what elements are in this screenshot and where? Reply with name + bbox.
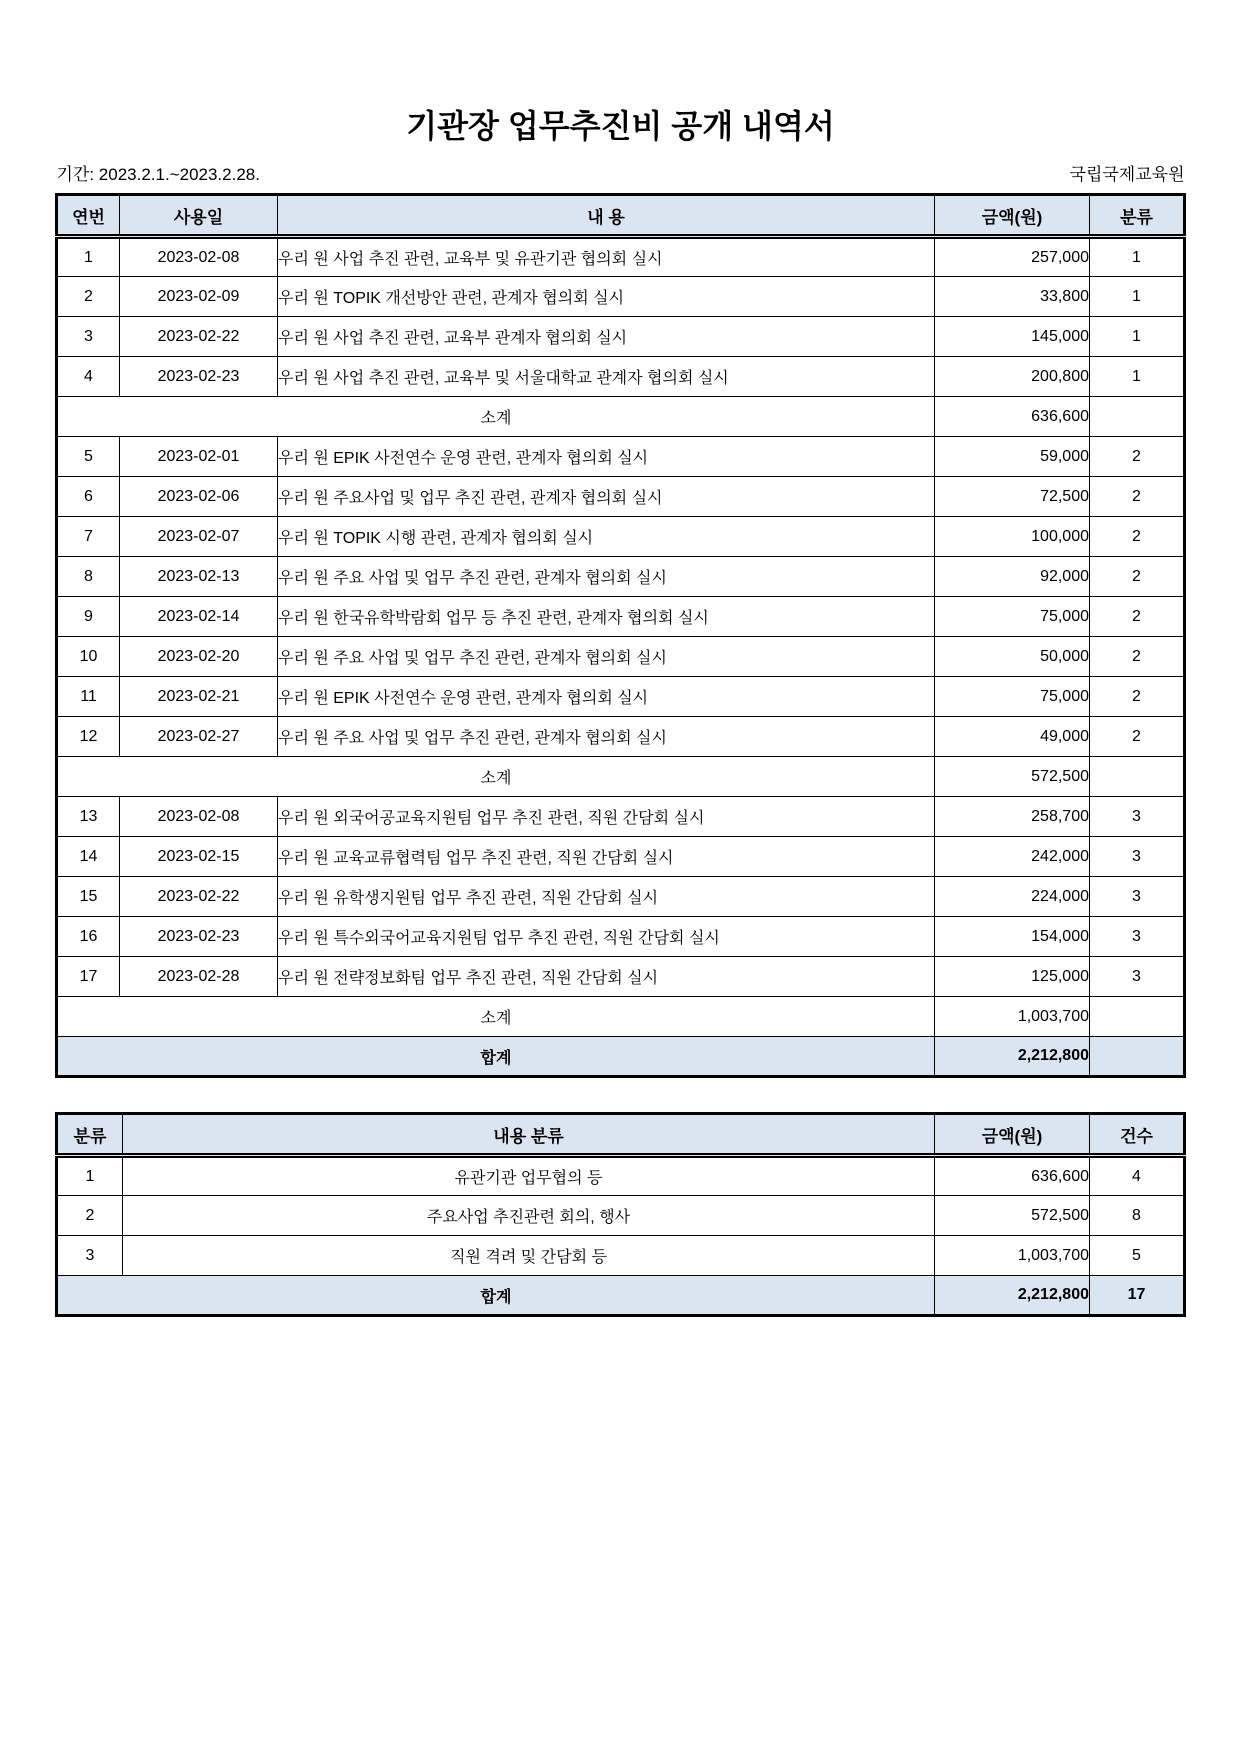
page-title: 기관장 업무추진비 공개 내역서 [406, 108, 835, 144]
row-label: 합계 [57, 1037, 935, 1077]
row-category: 1 [1090, 317, 1185, 357]
row-label: 합계 [57, 1276, 935, 1316]
row-category: 3 [1090, 877, 1185, 917]
row-date: 2023-02-23 [120, 357, 278, 397]
row-no: 7 [57, 517, 120, 557]
row-desc: 우리 원 TOPIK 시행 관련, 관계자 협의회 실시 [278, 517, 935, 557]
row-date: 2023-02-21 [120, 677, 278, 717]
row-amount: 2,212,800 [935, 1276, 1090, 1316]
table-row [57, 797, 1185, 837]
table-row [57, 557, 1185, 597]
row-date: 2023-02-08 [120, 797, 278, 837]
row-no: 10 [57, 637, 120, 677]
summary-table-body [57, 1156, 1185, 1316]
table-row [57, 1156, 1185, 1196]
row-category-desc: 주요사업 추진관련 회의, 행사 [123, 1196, 935, 1236]
row-desc: 우리 원 TOPIK 개선방안 관련, 관계자 협의회 실시 [278, 277, 935, 317]
row-desc: 우리 원 EPIK 사전연수 운영 관련, 관계자 협의회 실시 [278, 677, 935, 717]
row-no: 13 [57, 797, 120, 837]
row-no: 5 [57, 437, 120, 477]
table-row [57, 717, 1185, 757]
row-date: 2023-02-08 [120, 237, 278, 277]
row-category-no: 1 [57, 1156, 123, 1196]
row-desc: 우리 원 EPIK 사전연수 운영 관련, 관계자 협의회 실시 [278, 437, 935, 477]
row-no: 1 [57, 237, 120, 277]
row-category: 2 [1090, 557, 1185, 597]
row-category-no: 3 [57, 1236, 123, 1276]
summary-table-header-row [57, 1114, 1185, 1156]
row-desc: 우리 원 주요 사업 및 업무 추진 관련, 관계자 협의회 실시 [278, 717, 935, 757]
row-category: 2 [1090, 517, 1185, 557]
row-desc: 우리 원 주요 사업 및 업무 추진 관련, 관계자 협의회 실시 [278, 637, 935, 677]
row-amount: 145,000 [935, 317, 1090, 357]
total-row [57, 1276, 1185, 1316]
row-amount: 1,003,700 [935, 1236, 1090, 1276]
row-category: 1 [1090, 237, 1185, 277]
organization-label: 국립국제교육원 [1069, 165, 1185, 184]
row-date: 2023-02-20 [120, 637, 278, 677]
row-amount: 572,500 [935, 1196, 1090, 1236]
column-header: 금액(원) [935, 195, 1090, 237]
expense-table [55, 193, 1186, 1078]
row-no: 3 [57, 317, 120, 357]
row-date: 2023-02-22 [120, 877, 278, 917]
row-no: 2 [57, 277, 120, 317]
table-row [57, 237, 1185, 277]
row-count: 17 [1090, 1276, 1185, 1316]
row-desc: 우리 원 교육교류협력팀 업무 추진 관련, 직원 간담회 실시 [278, 837, 935, 877]
row-date: 2023-02-09 [120, 277, 278, 317]
row-no: 8 [57, 557, 120, 597]
expense-table-header-row [57, 195, 1185, 237]
table-row [57, 477, 1185, 517]
row-date: 2023-02-28 [120, 957, 278, 997]
row-amount: 92,000 [935, 557, 1090, 597]
table-spacer [0, 1078, 1241, 1112]
table-row [57, 677, 1185, 717]
row-category-desc: 유관기관 업무협의 등 [123, 1156, 935, 1196]
row-no: 11 [57, 677, 120, 717]
table-row [57, 877, 1185, 917]
row-no: 12 [57, 717, 120, 757]
row-category: 1 [1090, 277, 1185, 317]
row-desc: 우리 원 주요 사업 및 업무 추진 관련, 관계자 협의회 실시 [278, 557, 935, 597]
column-header: 내 용 [278, 195, 935, 237]
row-category: 2 [1090, 437, 1185, 477]
subtotal-row [57, 997, 1185, 1037]
row-date: 2023-02-01 [120, 437, 278, 477]
row-category-desc: 직원 격려 및 간담회 등 [123, 1236, 935, 1276]
table-row [57, 917, 1185, 957]
row-desc: 우리 원 전략정보화팀 업무 추진 관련, 직원 간담회 실시 [278, 957, 935, 997]
row-date: 2023-02-23 [120, 917, 278, 957]
column-header: 사용일 [120, 195, 278, 237]
row-category-no: 2 [57, 1196, 123, 1236]
table-row [57, 1236, 1185, 1276]
row-amount: 636,600 [935, 397, 1090, 437]
row-category: 2 [1090, 597, 1185, 637]
row-date: 2023-02-07 [120, 517, 278, 557]
row-date: 2023-02-27 [120, 717, 278, 757]
row-label: 소계 [57, 997, 935, 1037]
row-amount: 75,000 [935, 597, 1090, 637]
row-amount: 242,000 [935, 837, 1090, 877]
row-amount: 2,212,800 [935, 1037, 1090, 1077]
expense-table-body [57, 237, 1185, 1077]
table-row [57, 1196, 1185, 1236]
column-header: 내용 분류 [123, 1114, 935, 1156]
row-amount: 224,000 [935, 877, 1090, 917]
row-amount: 33,800 [935, 277, 1090, 317]
row-amount: 154,000 [935, 917, 1090, 957]
row-desc: 우리 원 주요사업 및 업무 추진 관련, 관계자 협의회 실시 [278, 477, 935, 517]
row-category: 1 [1090, 357, 1185, 397]
row-category: 3 [1090, 837, 1185, 877]
row-category: 3 [1090, 957, 1185, 997]
row-amount: 50,000 [935, 637, 1090, 677]
row-amount: 125,000 [935, 957, 1090, 997]
row-desc: 우리 원 사업 추진 관련, 교육부 및 유관기관 협의회 실시 [278, 237, 935, 277]
meta-row [57, 160, 1185, 185]
row-amount: 200,800 [935, 357, 1090, 397]
row-count: 5 [1090, 1236, 1185, 1276]
row-no: 14 [57, 837, 120, 877]
row-count: 4 [1090, 1156, 1185, 1196]
row-no: 9 [57, 597, 120, 637]
row-desc: 우리 원 사업 추진 관련, 교육부 관계자 협의회 실시 [278, 317, 935, 357]
table-row [57, 957, 1185, 997]
row-desc: 우리 원 한국유학박람회 업무 등 추진 관련, 관계자 협의회 실시 [278, 597, 935, 637]
table-row [57, 277, 1185, 317]
row-label: 소계 [57, 757, 935, 797]
row-desc: 우리 원 사업 추진 관련, 교육부 및 서울대학교 관계자 협의회 실시 [278, 357, 935, 397]
row-amount: 636,600 [935, 1156, 1090, 1196]
table-row [57, 357, 1185, 397]
table-row [57, 637, 1185, 677]
row-category [1090, 757, 1185, 797]
row-category: 2 [1090, 637, 1185, 677]
subtotal-row [57, 757, 1185, 797]
row-category: 3 [1090, 797, 1185, 837]
row-date: 2023-02-14 [120, 597, 278, 637]
row-category: 2 [1090, 717, 1185, 757]
row-category [1090, 397, 1185, 437]
row-category: 2 [1090, 677, 1185, 717]
row-desc: 우리 원 외국어공교육지원팀 업무 추진 관련, 직원 간담회 실시 [278, 797, 935, 837]
row-amount: 72,500 [935, 477, 1090, 517]
row-count: 8 [1090, 1196, 1185, 1236]
row-desc: 우리 원 유학생지원팀 업무 추진 관련, 직원 간담회 실시 [278, 877, 935, 917]
row-category: 3 [1090, 917, 1185, 957]
row-amount: 100,000 [935, 517, 1090, 557]
table-row [57, 437, 1185, 477]
column-header: 분류 [1090, 195, 1185, 237]
subtotal-row [57, 397, 1185, 437]
row-no: 4 [57, 357, 120, 397]
row-date: 2023-02-13 [120, 557, 278, 597]
row-amount: 59,000 [935, 437, 1090, 477]
row-amount: 1,003,700 [935, 997, 1090, 1037]
row-category [1090, 1037, 1185, 1077]
row-amount: 258,700 [935, 797, 1090, 837]
row-amount: 572,500 [935, 757, 1090, 797]
column-header: 금액(원) [935, 1114, 1090, 1156]
row-desc: 우리 원 특수외국어교육지원팀 업무 추진 관련, 직원 간담회 실시 [278, 917, 935, 957]
row-no: 15 [57, 877, 120, 917]
column-header: 건수 [1090, 1114, 1185, 1156]
total-row [57, 1037, 1185, 1077]
row-category [1090, 997, 1185, 1037]
row-amount: 49,000 [935, 717, 1090, 757]
table-row [57, 517, 1185, 557]
row-category: 2 [1090, 477, 1185, 517]
row-amount: 257,000 [935, 237, 1090, 277]
row-date: 2023-02-06 [120, 477, 278, 517]
table-row [57, 317, 1185, 357]
column-header: 분류 [57, 1114, 123, 1156]
column-header: 연번 [57, 195, 120, 237]
summary-table [55, 1112, 1186, 1317]
row-label: 소계 [57, 397, 935, 437]
table-row [57, 597, 1185, 637]
table-row [57, 837, 1185, 877]
row-no: 16 [57, 917, 120, 957]
row-no: 17 [57, 957, 120, 997]
period-label: 기간: 2023.2.1.~2023.2.28. [56, 165, 260, 184]
row-amount: 75,000 [935, 677, 1090, 717]
row-date: 2023-02-22 [120, 317, 278, 357]
row-no: 6 [57, 477, 120, 517]
row-date: 2023-02-15 [120, 837, 278, 877]
